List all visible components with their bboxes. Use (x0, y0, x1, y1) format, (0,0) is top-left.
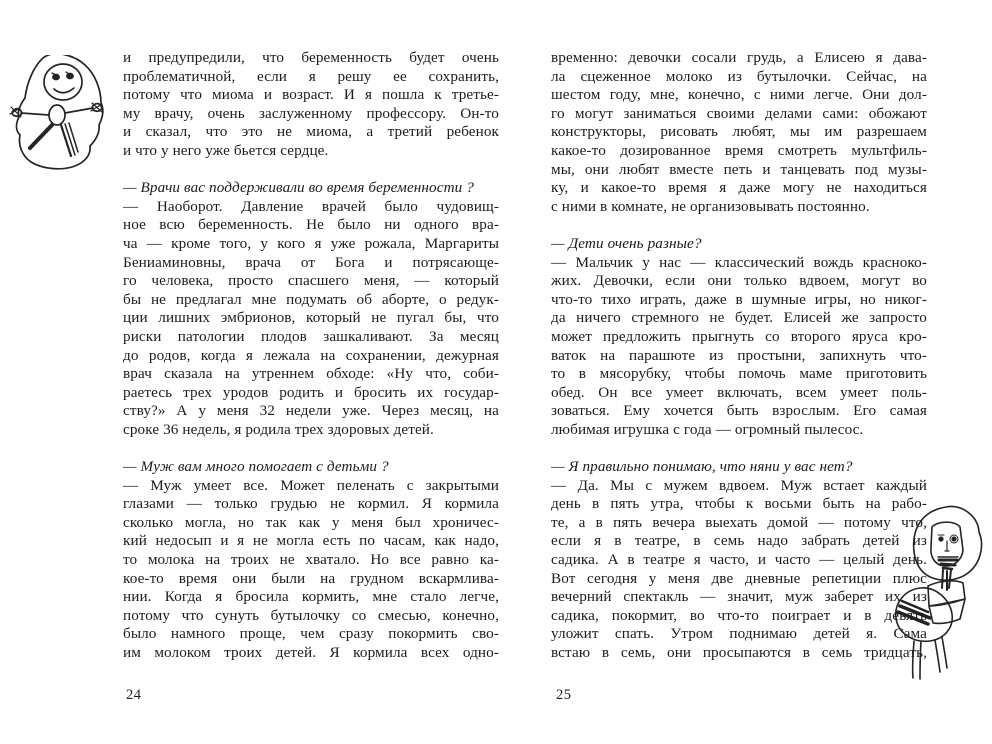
text-line: — Муж умеет все. Может пеленать с закрытыми (123, 476, 499, 494)
text-line: му врачу, очень заслуженному профессору. Он-то (123, 104, 499, 122)
text-line: встаю в семь, они просыпаются в семь тридцать, (551, 644, 927, 661)
text-line: сроке 36 недель, я родила трех здоровых детей. (123, 420, 434, 438)
text-line: уложит спать. Утром поднимаю детей я. Сама (551, 625, 927, 643)
text-line: с ними в комнате, не организовывать постоянно. (551, 197, 870, 215)
paragraph (123, 179, 499, 439)
text-line: Бениаминовны, врача от Бога и потрясающе- (123, 253, 499, 271)
text-line: мы, они любят вместе петь и танцевать под музы- (551, 160, 927, 178)
text-line: до родов, когда я лежала на сохранении, дежурная (123, 346, 499, 364)
text-line: вечерний спектакль — значит, муж заберет их из (551, 588, 927, 606)
text-line: любимая игрушка с года — огромный пылесос. (551, 420, 864, 438)
text-line: жих. Девочки, если они только вдвоем, могут во (551, 272, 927, 290)
text-line: кий недосып и я не могла есть по часам, как надо, (123, 532, 499, 550)
text-line: что-то тихо играть, даже в шумные игры, но никог- (551, 290, 927, 308)
text-line: день в пять утра, чтобы к восьми быть на рабо- (551, 495, 927, 513)
text-line: бы не предлагал мне подумать об аборте, о редук- (123, 290, 499, 308)
text-line: какое-то дозированное время смотреть мультфиль- (551, 141, 927, 159)
interview-question: — Дети очень разные? (551, 234, 702, 252)
text-line: временно: девочки сосали грудь, а Елисею я дава- (551, 49, 927, 66)
text-line: им молоком троих детей. Я кормила всех одно- (123, 644, 499, 661)
text-line: глазами — только грудью не кормил. Я кормила (123, 495, 499, 513)
text-line: ча — кроме того, у кого я уже рожала, Маргариты (123, 234, 499, 252)
text-line: врач сказала на утреннем обходе: «Ну что, соби- (123, 365, 499, 383)
text-line: потому что сунуть бутылочку со смесью, конечно, (123, 606, 499, 624)
text-line: риски патологии плодов зашкаливают. За месяц (123, 327, 499, 345)
text-line: и что у него уже бьется сердце. (123, 141, 329, 159)
text-line: если я в театре, в семь надо забрать детей из (551, 532, 927, 550)
paragraph (123, 458, 499, 663)
text-line: зоваться. Ему хочется быть взрослым. Его самая (551, 402, 927, 420)
text-line: раетесь трех уродов родить и бросить их государ- (123, 383, 499, 401)
interview-question: — Я правильно понимаю, что няни у вас нет? (551, 458, 853, 476)
interview-question: — Муж вам много помогает с детьми ? (123, 458, 389, 476)
child-drawing-hooded-figure-icon (9, 55, 113, 173)
text-line: проблематичной, если я решу ее сохранить, (123, 67, 499, 85)
paragraph (551, 49, 927, 216)
page-right-text-column (551, 49, 927, 663)
text-line: ку, и какое-то время я даже могу не находиться (551, 179, 927, 197)
text-line: кое-то время они были на грудном вскармлива- (123, 569, 499, 587)
text-line: сколько могла, но так как у меня был хроничес- (123, 513, 499, 531)
text-line: — Мальчик у нас — классический вождь красноко- (551, 253, 927, 271)
text-line: было намного проще, чем сразу покормить сво- (123, 625, 499, 643)
page-number-left: 24 (126, 687, 142, 703)
text-line: потому что миома и возраст. И я пошла к третье- (123, 86, 499, 104)
text-line: то в мясорубку, чтобы помочь маме приготовить (551, 365, 927, 383)
text-line: Вот сегодня у меня две дневные репетиции плюс (551, 569, 927, 587)
text-line: может предложить прыгнуть со второго яруса кро- (551, 327, 927, 345)
paragraph (551, 458, 927, 663)
text-line: шестом году, мне, конечно, с ними легче. Они дол- (551, 86, 927, 104)
page-number-right: 25 (556, 687, 572, 703)
text-line: ции лишних эмбрионов, который не пугал бы, что (123, 309, 499, 327)
text-line: нии. Когда я бросила кормить, мне стало легче, (123, 588, 499, 606)
text-line: — Да. Мы с мужем вдвоем. Муж встает каждый (551, 476, 927, 494)
text-line: конструкторы, рисовать любят, мы им разрешаем (551, 123, 927, 141)
text-line: — Наоборот. Давление врачей было чудовищ- (123, 197, 499, 215)
text-line: то молока на троих не хватало. Но все равно ка- (123, 551, 499, 569)
paragraph (551, 235, 927, 440)
paragraph (123, 49, 499, 161)
text-line: обед. Он все умеет включать, всем умеет поль- (551, 383, 927, 401)
page-left-text-column (123, 49, 499, 663)
text-line: и сказал, что это не миома, а третий ребенок (123, 123, 499, 141)
text-line: садика, покормит, во что-то поиграет и в девять (551, 606, 927, 624)
text-line: и предупредили, что беременность будет очень (123, 49, 499, 66)
text-line: те, а в пять вечера выехать домой — потому что, (551, 513, 927, 531)
interview-question: — Врачи вас поддерживали во время беременности ? (123, 179, 474, 197)
text-line: да ничего стремного не будет. Елисей же запросто (551, 309, 927, 327)
child-drawing-hooded-figure-image (9, 55, 113, 173)
text-line: ваток на парашюте из простыни, запихнуть что- (551, 346, 927, 364)
text-line: го человека, просто спасшего меня, — который (123, 272, 499, 290)
text-line: садика. А в театре я часто, и часто — целый день. (551, 551, 927, 569)
text-line: ству?» А у меня 32 недели уже. Через месяц, на (123, 402, 499, 420)
text-line: ла сцеженное молоко из бутылочки. Сейчас, на (551, 67, 927, 85)
text-line: ное всю беременность. Не было ни одного вра- (123, 216, 499, 234)
text-line: го могут заниматься своими делами сами: обожают (551, 104, 927, 122)
